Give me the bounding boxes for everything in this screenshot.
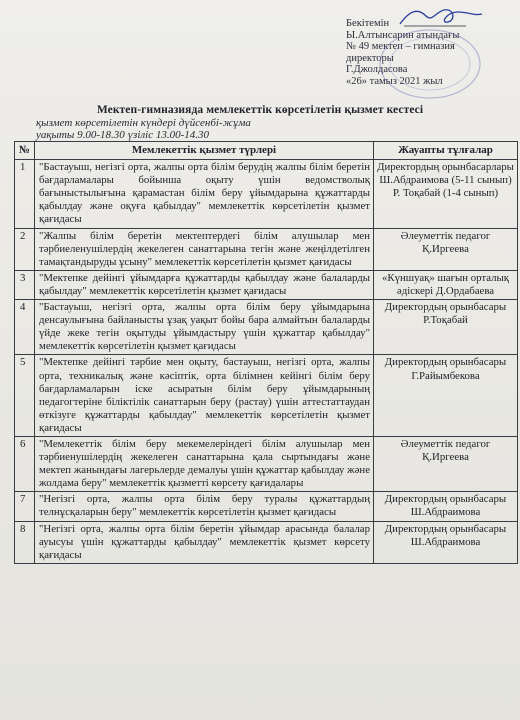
service-name: "Бастауыш, негізгі орта, жалпы орта білім берудің жалпы білім беретін бағдарламалары бойынша оқыту үшін ведомстволық бағыныстылығына қарамастан білім беру ұйымдарына құжаттарды қабылдау және оқуға қабылдау" мемлекеттік көрсетілетін қызмет қағидасы	[35, 160, 374, 228]
approval-line: № 49 мектеп – гимназия	[346, 41, 455, 52]
table-row	[15, 270, 518, 299]
approval-line: Ы.Алтынсарин атындағы	[346, 29, 460, 41]
service-name: "Мемлекеттік білім беру мекемелеріндегі білім алушылар мен тәрбиенушілердің жекелеген санаттарына қала сыртындағы және мектеп жанындағы лагерьлерде демалуы үшін құжаттар қабылдау және жолдама беру" мемлекеттік қызметті көрсету қағидалары	[35, 436, 374, 491]
table-row	[15, 160, 518, 228]
service-name: "Бастауыш, негізгі орта, жалпы орта білім беру ұйымдарына денсаулығына байланысты ұзақ уақыт бойы бара алмайтын балаларды үйде жеке тегін оқытуды ұйымдастыру үшін құжаттар қабылдау" мемлекеттік көрсетілетін қызмет қағидасы	[35, 300, 374, 355]
table-row	[15, 521, 518, 563]
table-row	[15, 436, 518, 491]
column-header-service: Мемлекеттік қызмет түрлері	[35, 142, 374, 160]
table-row	[15, 300, 518, 355]
row-number: 3	[15, 270, 35, 299]
approval-line: директоры	[346, 52, 394, 64]
table-row	[15, 355, 518, 437]
row-number: 5	[15, 355, 35, 437]
column-header-responsible: Жауапты тұлғалар	[374, 142, 518, 160]
row-number: 2	[15, 228, 35, 270]
table-row	[15, 492, 518, 521]
responsible-person: Әлеуметтік педагог Қ.Иргеева	[374, 228, 518, 270]
row-number: 8	[15, 521, 35, 563]
service-days: қызмет көрсетілетін күндері дүйсенбі-жұма	[36, 117, 251, 129]
row-number: 6	[15, 436, 35, 491]
row-number: 1	[15, 160, 35, 228]
row-number: 4	[15, 300, 35, 355]
service-name: "Мектепке дейінгі тәрбие мен оқыту, бастауыш, негізгі орта, жалпы орта, техникалық және кәсіптік, орта білімнен кейінгі білім беру бағдарламаларын іске асыратын білім беру ұйымдарының педагогтеріне біліктілік санаттарын беру (растау) үшін аттестаттаудан өткізуге құжаттарды қабылдау" мемлекеттік көрсетілетін қызмет қағидасы	[35, 355, 374, 437]
service-hours: уақыты 9.00-18.30 үзіліс 13.00-14.30	[36, 129, 210, 141]
responsible-person: Директордың орынбасары Ш.Абдраимова	[374, 492, 518, 521]
service-name: "Мектепке дейінгі ұйымдарға құжаттарды қабылдау және балаларды қабылдау" мемлекеттік көрсетілетін қызмет қағидасы	[35, 270, 374, 299]
table-row	[15, 228, 518, 270]
responsible-person: Әлеуметтік педагог Қ.Иргеева	[374, 436, 518, 491]
page-title: Мектеп-гимназияда мемлекеттік көрсетілетін қызмет кестесі	[96, 104, 424, 116]
seal-stamp-icon	[372, 26, 482, 100]
service-name: "Жалпы білім беретін мектептердегі білім алушылар мен тәрбиеленушілердің жекелеген санаттарына тегін және жеңілдетілген тамақтандыруды ұсыну" мемлекеттік көрсетілетін қызмет қағидасы	[35, 228, 374, 270]
services-table	[14, 141, 518, 564]
responsible-person: Директордың орынбасарлары Ш.Абдраимова (5-11 сынып) Р. Тоқабай (1-4 сынып)	[374, 160, 518, 228]
responsible-person: Директордың орынбасары Ш.Абдраимова	[374, 521, 518, 563]
responsible-person: «Күншуақ» шағын орталық әдіскері Д.Ордабаева	[374, 270, 518, 299]
service-name: "Негізгі орта, жалпы орта білім беру туралы құжаттардың телнұсқаларын беру" мемлекеттік көрсетілетін қызмет қағидасы	[35, 492, 374, 521]
approval-line: «26» тамыз 2021 жыл	[346, 75, 443, 87]
column-header-number: №	[15, 142, 35, 160]
table-header-row	[15, 142, 518, 160]
row-number: 7	[15, 492, 35, 521]
responsible-person: Директордың орынбасары Г.Райымбекова	[374, 355, 518, 437]
approval-line: Г.Джолдасова	[346, 64, 408, 75]
approval-line: Бекітемін	[346, 18, 390, 29]
service-name: "Негізгі орта, жалпы орта білім беретін ұйымдар арасында балалар ауысуы үшін құжаттарды қабылдау" мемлекеттік қызмет көрсету қағидасы	[35, 521, 374, 563]
responsible-person: Директордың орынбасары Р.Тоқабай	[374, 300, 518, 355]
signature-icon	[396, 4, 486, 30]
